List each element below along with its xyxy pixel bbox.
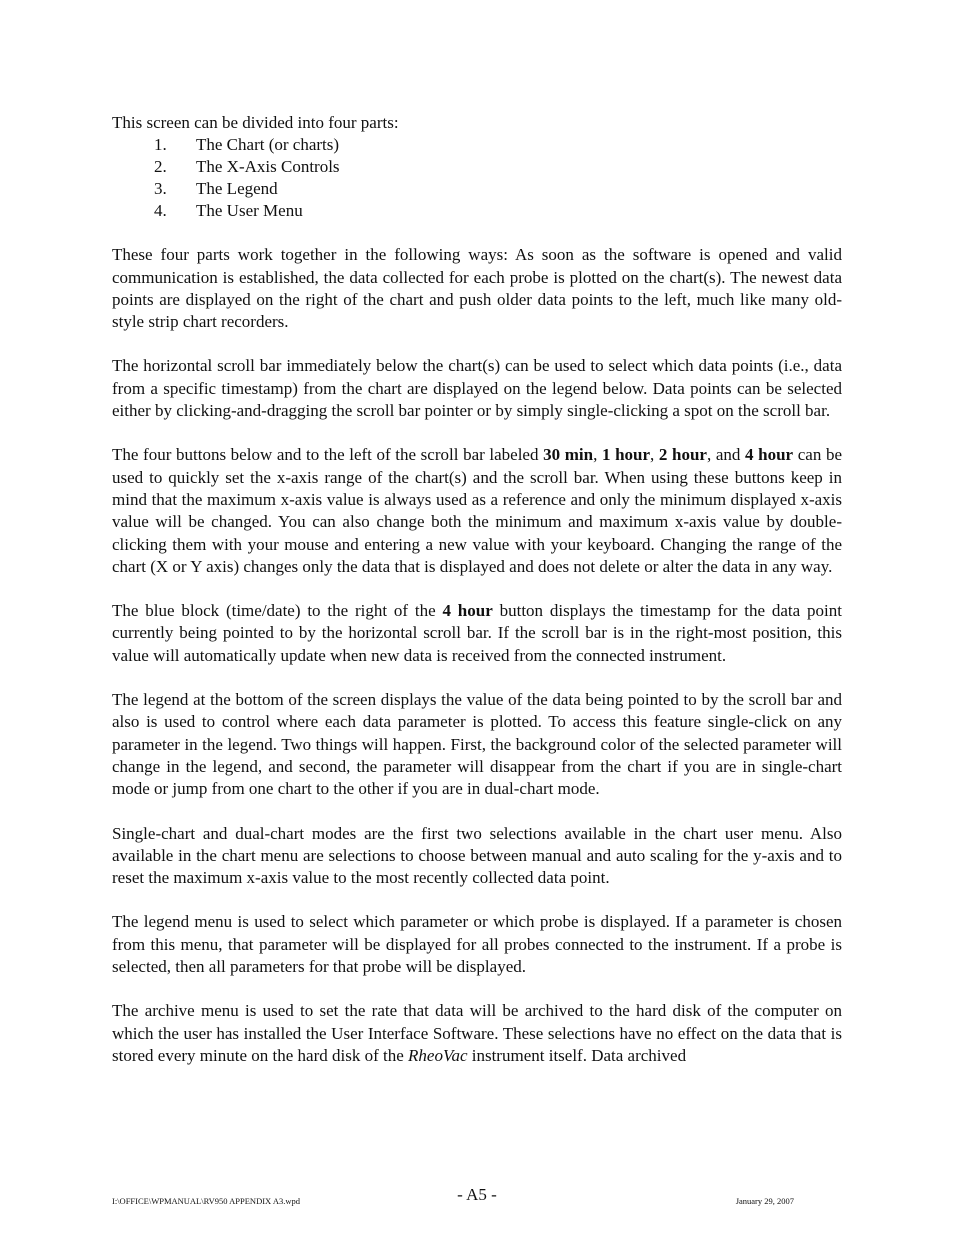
paragraph-archive-menu: The archive menu is used to set the rate that data will be archived to the hard disk of the computer on which the user has installed the User Interface Software. These selections have no effect on the data that is stored every minute on the hard disk of the RheoVac instrument itself. Data archived: [112, 1001, 842, 1065]
paragraph-timestamp-block: The blue block (time/date) to the right of the 4 hour button displays the timestamp for the data point currently being pointed to by the horizontal scroll bar. If the scroll bar is in the right-most position, this value will automatically update when new data is received from the connected instrument.: [112, 601, 842, 665]
list-number: 4.: [154, 201, 167, 221]
list-label: The X-Axis Controls: [196, 157, 340, 177]
list-item: [112, 134, 842, 156]
list-label: The User Menu: [196, 201, 303, 221]
bold-2hour: 2 hour: [658, 445, 707, 465]
paragraph-scroll-bar: The horizontal scroll bar immediately below the chart(s) can be used to select which data points (i.e., data from a specific timestamp) from the chart are displayed on the legend below. Data points can be selected either by clicking-and-dragging the scroll bar pointer or by simply single-clicking a spot on the scroll bar.: [112, 356, 842, 421]
page-footer: [112, 1185, 842, 1215]
list-item: [112, 178, 842, 200]
paragraph-legend-menu: The legend menu is used to select which parameter or which probe is displayed. If a parameter is chosen from this menu, that parameter will be displayed for all probes connected to the instrument. If a probe is selected, then all parameters for that probe will be displayed.: [112, 912, 842, 977]
footer-page-number: - A5 -: [457, 1185, 497, 1204]
bold-4hour: 4 hour: [442, 601, 493, 621]
parts-list: [112, 134, 842, 222]
list-number: 1.: [154, 135, 167, 155]
list-number: 3.: [154, 179, 167, 199]
list-number: 2.: [154, 157, 167, 177]
footer-date: January 29, 2007: [735, 1196, 794, 1206]
list-label: The Legend: [196, 179, 278, 199]
bold-4hour: 4 hour: [745, 445, 794, 465]
paragraph-legend: The legend at the bottom of the screen displays the value of the data being pointed to by the scroll bar and also is used to control where each data parameter is plotted. To access this feature single-click on any parameter in the legend. Two things will happen. First, the background color of the selected parameter will change in the legend, and second, the parameter will disappear from the chart if you are in single-chart mode or jump from one chart to the other if you are in dual-chart mode.: [112, 690, 842, 799]
bold-30min: 30 min: [543, 445, 594, 465]
paragraph-overview: These four parts work together in the following ways: As soon as the software is opened and valid communication is established, the data collected for each probe is plotted on the chart(s). The newest data points are displayed on the right of the chart and push older data points to the left, much like many old-style strip chart recorders.: [112, 245, 842, 332]
italic-rheovac: RheoVac: [408, 1045, 468, 1065]
footer-file-path: I:\OFFICE\WPMANUAL\RV950 APPENDIX A3.wpd: [112, 1196, 300, 1206]
list-label: The Chart (or charts): [196, 135, 340, 155]
intro-line: This screen can be divided into four parts:: [112, 113, 399, 132]
bold-1hour: 1 hour: [601, 445, 651, 465]
list-item: [112, 200, 842, 222]
paragraph-x-axis-buttons: The four buttons below and to the left of the scroll bar labeled 30 min, 1 hour, 2 hour, and 4 hour can be used to quickly set the x-axis range of the chart(s) and the scroll bar. When using these buttons keep in mind that the maximum x-axis value is always used as a reference and only the minimum displayed x-axis value will be changed. You can also change both the minimum and maximum x-axis value by double-clicking them with your mouse and entering a new value with your keyboard. Changing the range of the chart (X or Y axis) changes only the data that is displayed and does not delete or alter the data in any way.: [112, 445, 842, 576]
document-body: [112, 112, 842, 1089]
paragraph-chart-modes: Single-chart and dual-chart modes are the first two selections available in the chart user menu. Also available in the chart menu are selections to choose between manual and auto scaling for the y-axis and to reset the maximum x-axis value to the most recently collected data point.: [112, 823, 842, 888]
list-item: [112, 156, 842, 178]
